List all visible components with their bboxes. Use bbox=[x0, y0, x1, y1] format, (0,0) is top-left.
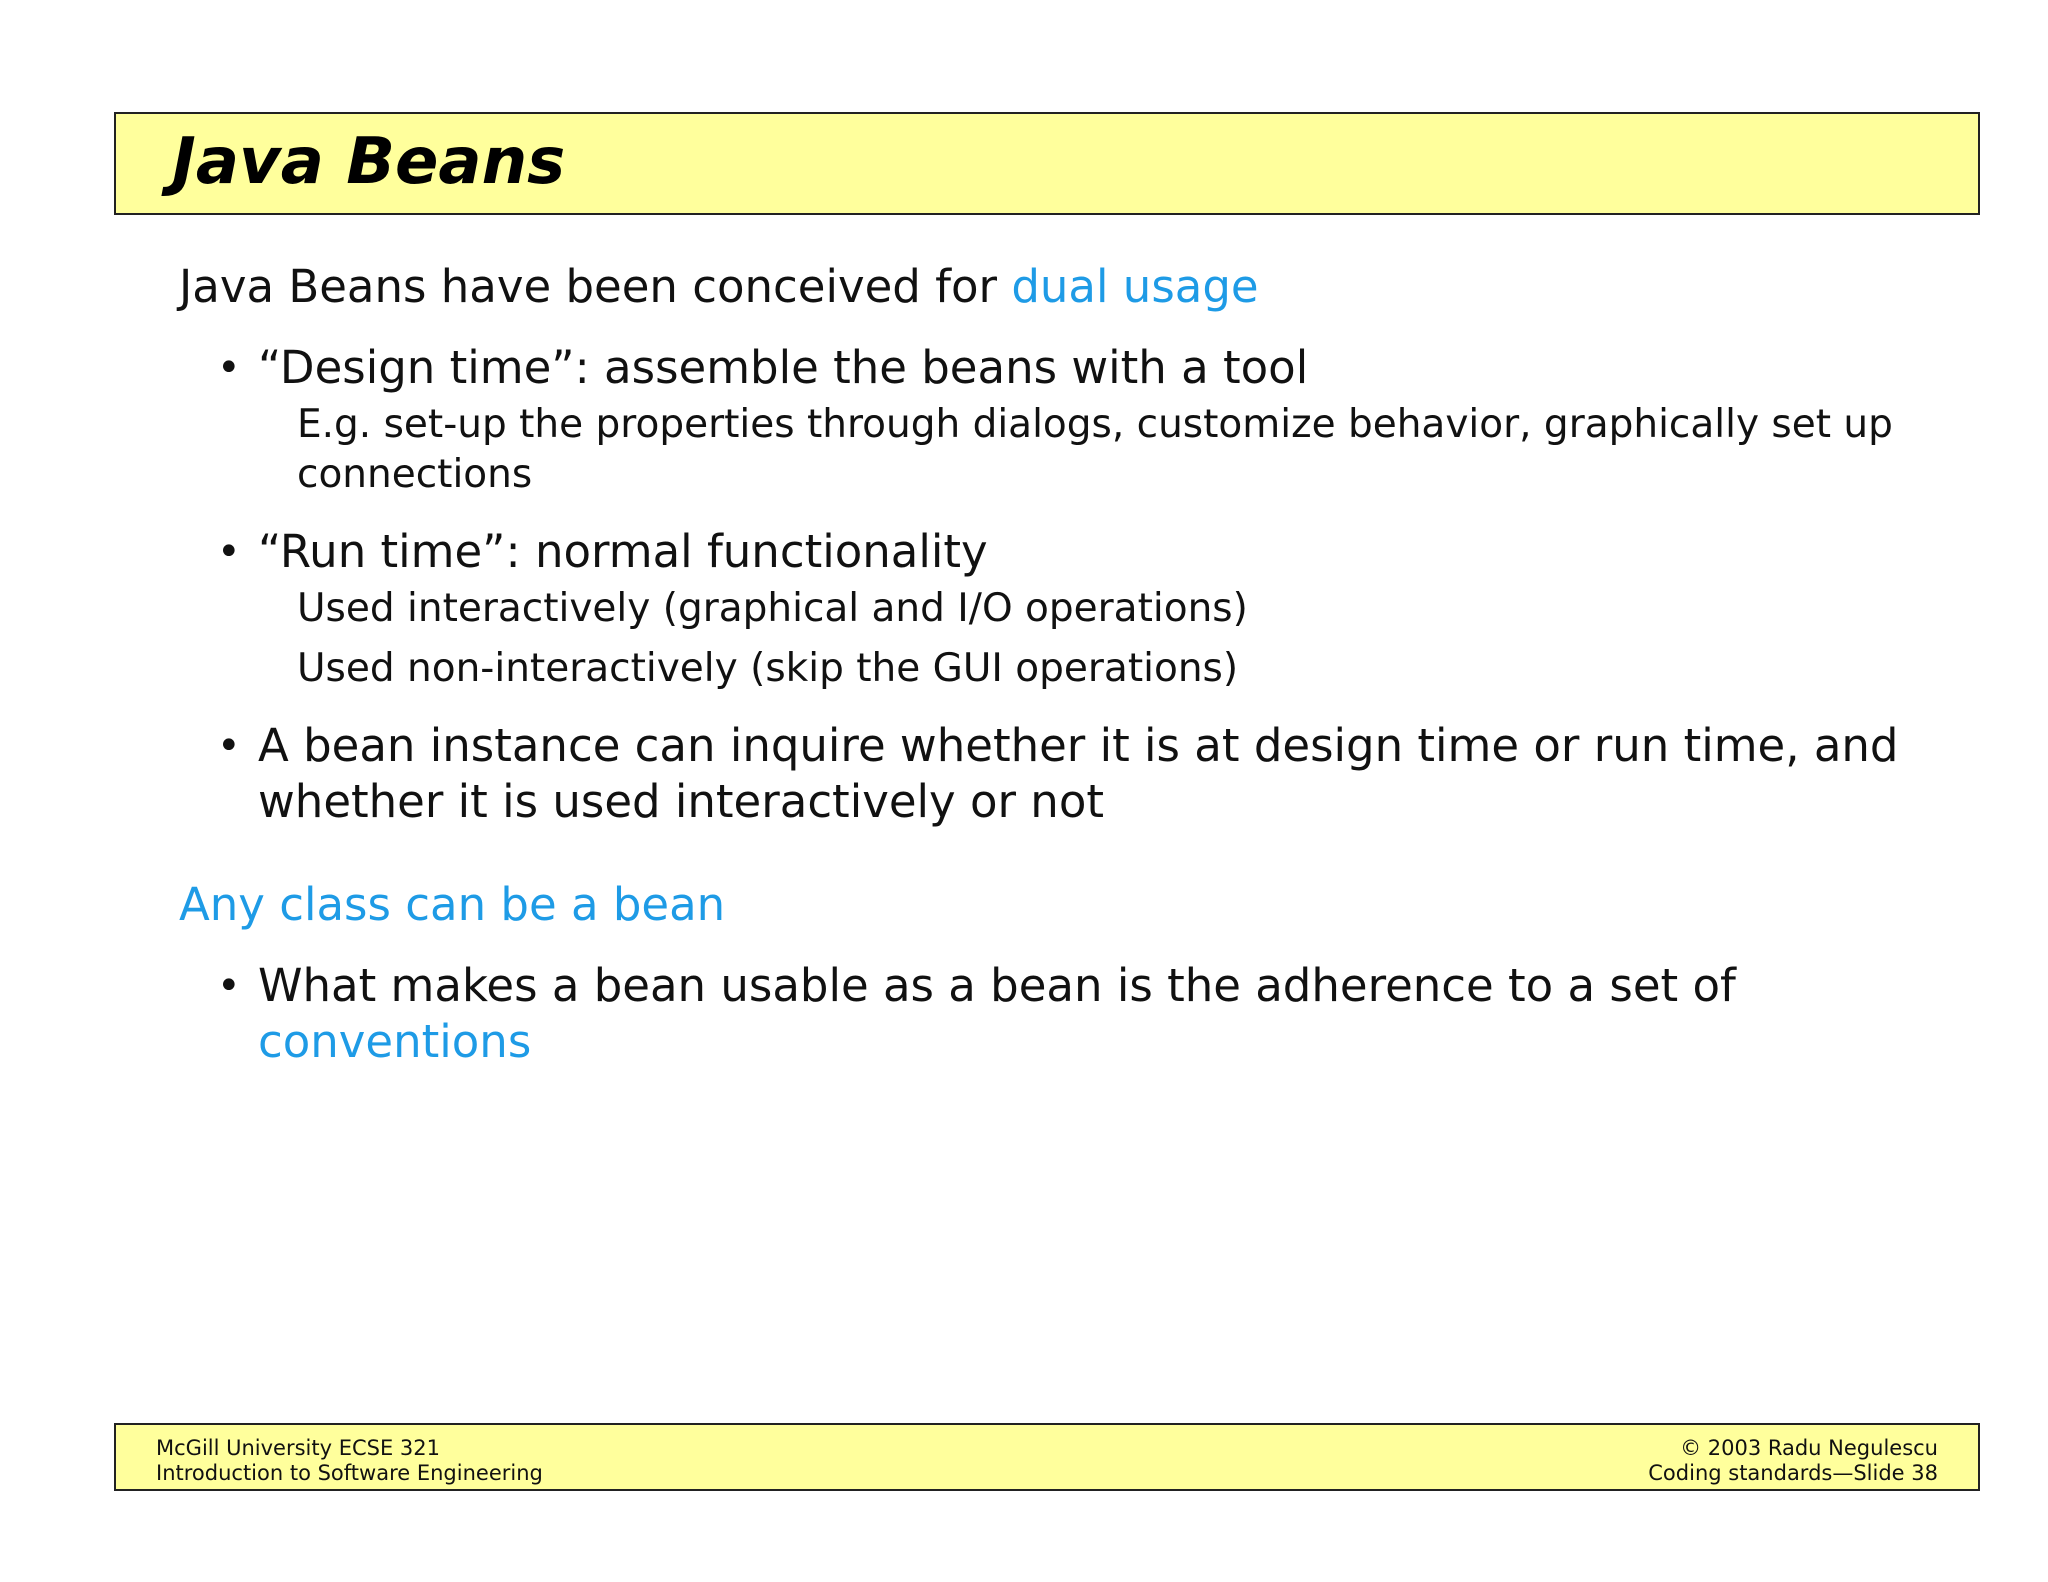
bullet-dot: • bbox=[217, 723, 241, 769]
title-bar bbox=[114, 112, 1980, 215]
slide-title: Java Beans bbox=[172, 125, 566, 199]
sub-item: E.g. set-up the properties through dialogs, customize behavior, graphically set up connections bbox=[297, 402, 1893, 497]
bullet-design-time bbox=[179, 340, 1969, 396]
footer-university: McGill University ECSE 321 bbox=[156, 1436, 441, 1460]
conventions-prefix: What makes a bean usable as a bean is the adherence to a set of bbox=[258, 959, 1736, 1012]
slide-content bbox=[179, 258, 1919, 1070]
bullet-dot: • bbox=[217, 345, 241, 391]
sub-item: Used interactively (graphical and I/O operations) bbox=[297, 586, 1248, 631]
footer-left bbox=[156, 1436, 543, 1486]
bullet-text: A bean instance can inquire whether it is at design time or run time, and whether it is used interactively or not bbox=[258, 719, 1899, 828]
any-class-line: Any class can be a bean bbox=[179, 878, 726, 931]
bullet-dot: • bbox=[217, 529, 241, 575]
bullet-text: “Design time”: assemble the beans with a tool bbox=[258, 341, 1309, 394]
bullet-conventions bbox=[179, 958, 1969, 1070]
sub-item: Used non-interactively (skip the GUI operations) bbox=[297, 646, 1239, 691]
footer-course: Introduction to Software Engineering bbox=[156, 1461, 543, 1485]
bullet-text: “Run time”: normal functionality bbox=[258, 525, 988, 578]
bullet-text bbox=[258, 958, 1969, 1070]
conventions-highlight: conventions bbox=[258, 1015, 532, 1068]
intro-highlight: dual usage bbox=[1011, 260, 1259, 313]
footer-bar bbox=[114, 1423, 1980, 1491]
intro-line bbox=[179, 258, 1919, 316]
footer-right bbox=[1648, 1436, 1938, 1486]
footer-slide-number: Coding standards—Slide 38 bbox=[1648, 1461, 1938, 1485]
bullet-inquire bbox=[179, 718, 1969, 830]
intro-prefix: Java Beans have been conceived for bbox=[179, 260, 1012, 313]
bullet-dot: • bbox=[217, 963, 241, 1009]
bullet-run-time bbox=[179, 524, 1969, 580]
footer-copyright: © 2003 Radu Negulescu bbox=[1680, 1436, 1938, 1460]
